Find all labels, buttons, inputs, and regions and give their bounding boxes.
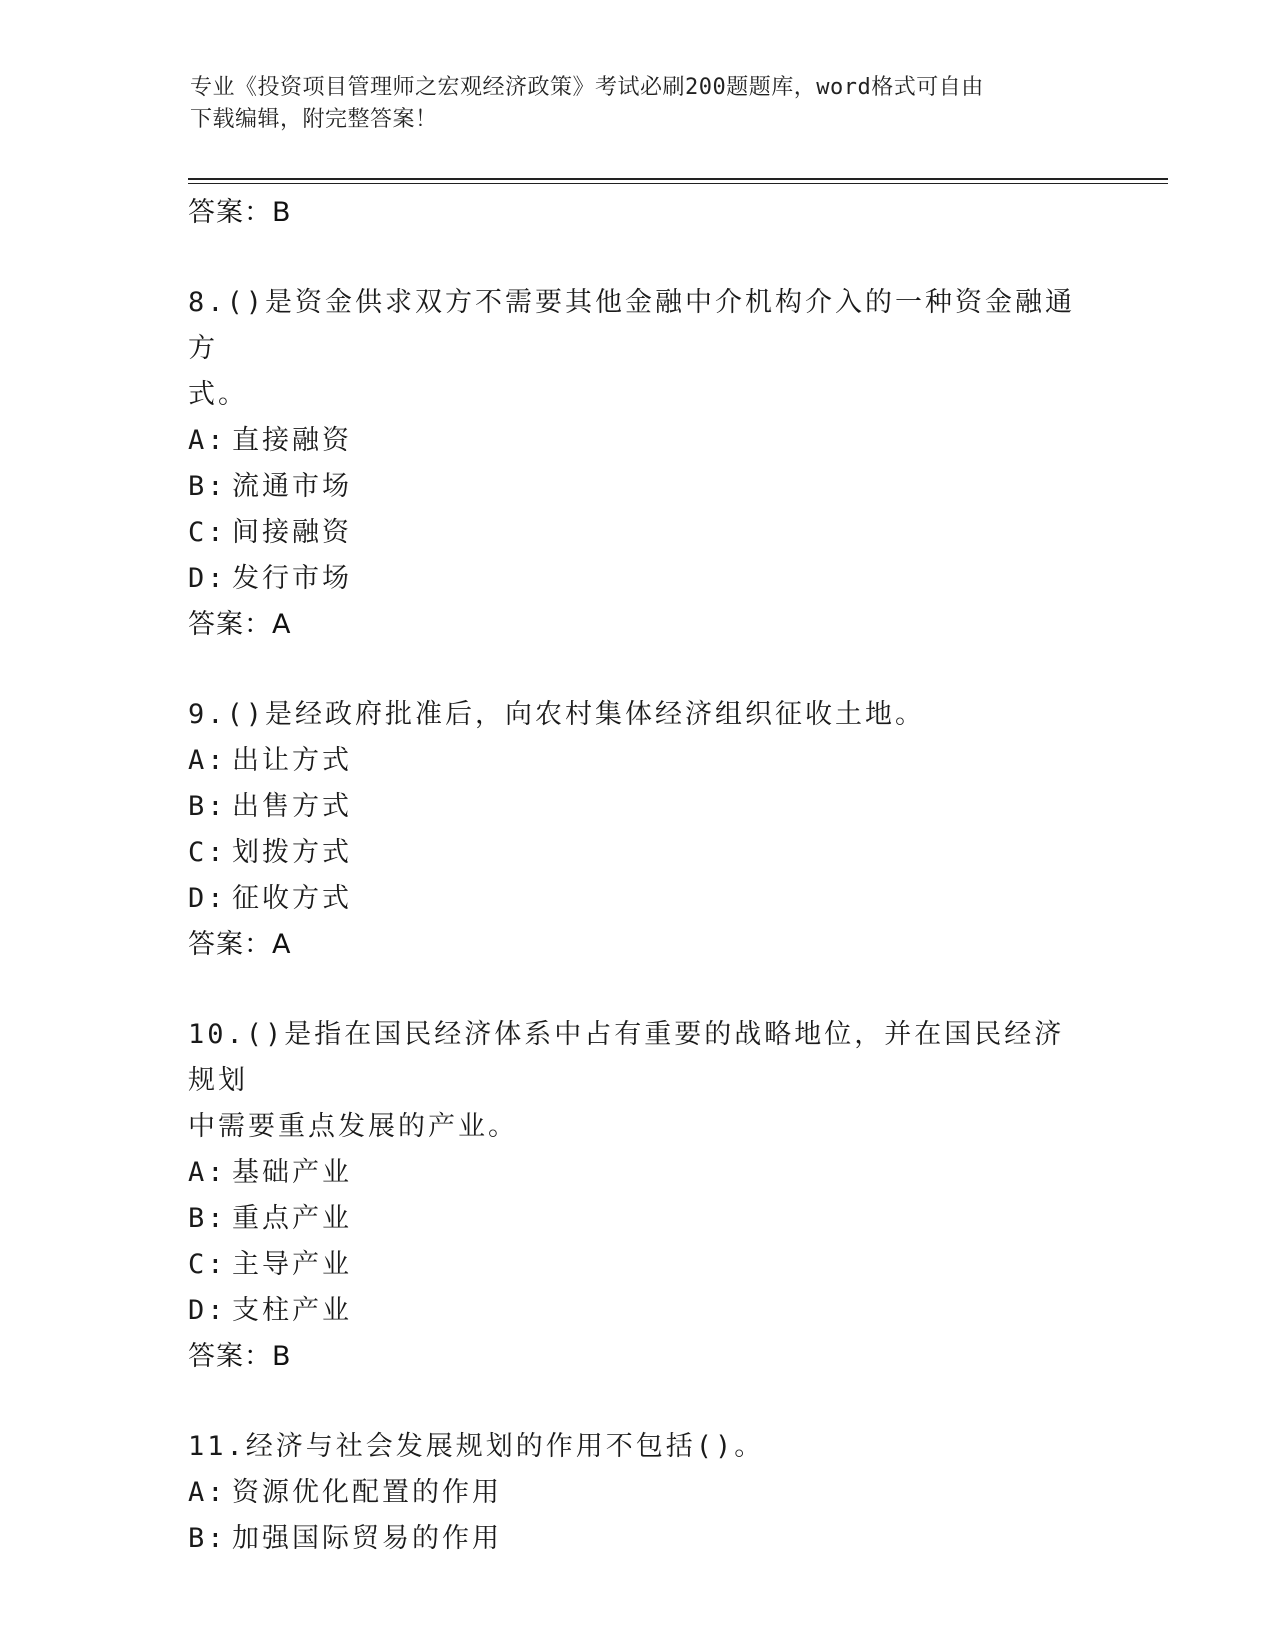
- option-a: [188, 1150, 1088, 1196]
- option-c: [188, 830, 1088, 876]
- question-text-cont: 中需要重点发展的产业。: [188, 1111, 518, 1142]
- option-key: A:: [188, 1477, 227, 1508]
- question-text-cont: 式。: [188, 379, 248, 410]
- option-text: 出售方式: [232, 791, 352, 822]
- option-c: [188, 1242, 1088, 1288]
- header-divider: [188, 178, 1168, 180]
- option-key: C:: [188, 517, 227, 548]
- option-text: 流通市场: [232, 471, 352, 502]
- option-b: [188, 1196, 1088, 1242]
- question-text: 10.()是指在国民经济体系中占有重要的战略地位，并在国民经济规划: [188, 1019, 1065, 1096]
- header-line-1: 专业《投资项目管理师之宏观经济政策》考试必刷200题题库，word格式可自由: [190, 75, 984, 100]
- option-c: [188, 510, 1088, 556]
- option-text: 发行市场: [232, 563, 352, 594]
- answer: 答案：A: [188, 929, 292, 960]
- option-text: 加强国际贸易的作用: [232, 1523, 502, 1554]
- header-line-2: 下载编辑，附完整答案！: [190, 107, 438, 132]
- option-d: [188, 1288, 1088, 1334]
- option-a: [188, 1470, 1088, 1516]
- document-header: [190, 72, 1070, 136]
- option-text: 间接融资: [232, 517, 352, 548]
- option-a: [188, 738, 1088, 784]
- option-text: 直接融资: [232, 425, 352, 456]
- option-key: B:: [188, 791, 227, 822]
- option-key: C:: [188, 837, 227, 868]
- option-text: 主导产业: [232, 1249, 352, 1280]
- option-text: 基础产业: [232, 1157, 352, 1188]
- question-text: 9.()是经政府批准后，向农村集体经济组织征收土地。: [188, 699, 926, 730]
- option-key: D:: [188, 1295, 227, 1326]
- option-b: [188, 1516, 1088, 1562]
- option-b: [188, 784, 1088, 830]
- previous-answer: 答案：B: [188, 197, 292, 228]
- option-key: A:: [188, 745, 227, 776]
- question-11: [188, 1424, 1088, 1562]
- question-list: [188, 190, 1088, 1562]
- question-text: 8.()是资金供求双方不需要其他金融中介机构介入的一种资金融通方: [188, 287, 1076, 364]
- option-key: D:: [188, 563, 227, 594]
- option-key: D:: [188, 883, 227, 914]
- option-text: 划拨方式: [232, 837, 352, 868]
- question-9: [188, 692, 1088, 968]
- option-text: 出让方式: [232, 745, 352, 776]
- answer: 答案：B: [188, 1341, 292, 1372]
- option-a: [188, 418, 1088, 464]
- question-8: [188, 280, 1088, 648]
- option-text: 资源优化配置的作用: [232, 1477, 502, 1508]
- question-text: 11.经济与社会发展规划的作用不包括()。: [188, 1431, 765, 1462]
- option-d: [188, 556, 1088, 602]
- option-text: 重点产业: [232, 1203, 352, 1234]
- option-b: [188, 464, 1088, 510]
- option-key: B:: [188, 471, 227, 502]
- option-key: B:: [188, 1523, 227, 1554]
- question-10: [188, 1012, 1088, 1380]
- option-text: 征收方式: [232, 883, 352, 914]
- option-key: C:: [188, 1249, 227, 1280]
- option-key: B:: [188, 1203, 227, 1234]
- answer: 答案：A: [188, 609, 292, 640]
- option-d: [188, 876, 1088, 922]
- header-divider-thin: [188, 183, 1168, 184]
- option-key: A:: [188, 1157, 227, 1188]
- option-text: 支柱产业: [232, 1295, 352, 1326]
- option-key: A:: [188, 425, 227, 456]
